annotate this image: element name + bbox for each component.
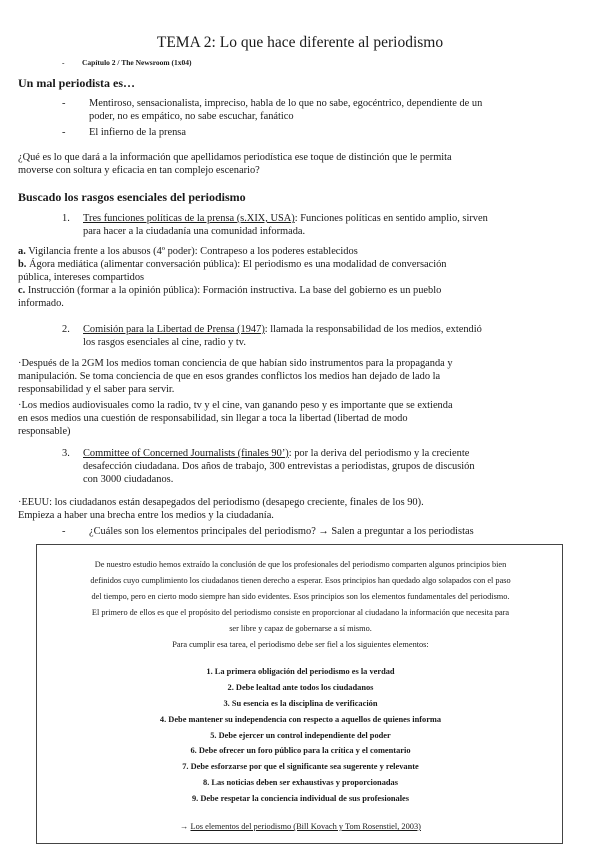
- function-a: a. Vigilancia frente a los abusos (4º poder): Contrapeso a los poderes establecidos: [18, 246, 358, 257]
- quote-paragraph: De nuestro estudio hemos extraído la conclusión de que los profesionales del periodismo comparten algunos principios bien definidos cuyo cumplimiento los ciudadanos tienen derecho a esperar. Esos principios han quedado algo solapados con el paso del tiempo, pero en cierto modo siempre han sido evidentes. Esos principios son los elementos fundamentales del periodismo. El primero de ellos es que el propósito del periodismo consiste en proporcionar al ciudadano la información que necesita para ser libre y capaz de gobernarse a sí mismo. Para cumplir esa tarea, el periodismo debe ser fiel a los siguientes elementos:: [90, 560, 511, 649]
- element-item: 1. La primera obligación del periodismo es la verdad: [206, 667, 395, 676]
- paragraph-audiovisual: ·Los medios audiovisuales como la radio, tv y el cine, van ganando peso y es importante que se extienda en esos medios una cuestión de responsabilidad, sin llegar a toca la libertad (libertad de modo responsable): [18, 400, 453, 437]
- arrow-icon: →: [180, 822, 189, 831]
- element-item: 6. Debe ofrecer un foro público para la crítica y el comentario: [190, 746, 411, 756]
- source-citation: [37, 822, 564, 831]
- underlined-term: Comisión para la Libertad de Prensa (1947): [83, 324, 265, 335]
- element-item: 5. Debe ejercer un control independiente del poder: [210, 730, 391, 740]
- function-b: b. Ágora mediática (alimentar conversación pública): El periodismo es una modalidad de conversación: [18, 259, 447, 270]
- section-heading-rasgos: Buscado los rasgos esenciales del periodismo: [18, 190, 246, 204]
- paragraph-postwar: ·Después de la 2GM los medios toman conciencia de que habían sido instrumentos para la propaganda y manipulación. Se toma conciencia de que en esos grandes conflictos los medios han dejado de lado la responsabilidad y el saber para servir.: [18, 358, 453, 395]
- page-title: TEMA 2: Lo que hace diferente al periodismo: [156, 34, 444, 51]
- function-c: c. Instrucción (formar a la opinión pública): Formación instructiva. La base del gobierno es un pueblo: [18, 285, 442, 296]
- element-item: 4. Debe mantener su independencia con respecto a aquellos de quienes informa: [159, 714, 442, 724]
- section-heading-mal-periodista: Un mal periodista es…: [18, 76, 135, 90]
- underlined-term: Tres funciones políticas de la prensa (s.XIX, USA): [83, 213, 295, 224]
- document-page: TEMA 2: Lo que hace diferente al periodismo - Capítulo 2 / The Newsroom (1x04) Un mal periodista es… - Mentiroso, sensacionalista, impreciso, habla de lo que no sabe, egocéntrico, dependiente de un poder, no es empático, no sabe escuchar, fanático - El infierno de la prensa ¿Qué es lo que dará a la información que apellidamos periodística ese toque de distinción que le permita moverse con soltura y eficacia en tan complejo escenario? Buscado los rasgos esenciales del periodismo 1. Tres funciones políticas de la prensa (s.XIX, USA): Funciones políticas en sentido amplio, sirven para hacer a la ciudadanía una comunidad informada. a. Vigilancia frente a los abusos (4º poder): Contrapeso a los poderes establecidos b. Ágora mediática (alimentar conversación pública): El periodismo es una modalidad de conversación pública, intereses compartidos c. Instrucción (formar a la opinión pública): Formación instructiva. La base del gobierno es un pueblo informado. 2. Comisión para la Libertad de Prensa (1947): llamada la responsabilidad de los medios, extendió los rasgos esenciales al cine, radio y tv. ·Después de la 2GM los medios toman conciencia de que habían sido instrumentos para la propaganda y manipulación. Se toma conciencia de que en esos grandes conflictos los medios han dejado de lado la responsabilidad y el saber para servir. ·Los medios audiovisuales como la radio, tv y el cine, van ganando peso y es importante que se extienda en esos medios una cuestión de responsabilidad, sin llegar a toca la libertad (libertad de modo responsable) 3. Committee of Concerned Journalists (finales 90’): por la deriva del periodismo y la creciente desafección ciudadana. Dos años de trabajo, 300 entrevistas a periodistas, grupos de discusión con 3000 ciudadanos. ·EEUU: los ciudadanos están desapegados del periodismo (desapego creciente, finales de los 90). Empieza a haber una brecha entre los medios y la ciudadanía. - ¿Cuáles son los elementos principales del periodismo? → Salen a preguntar a los periodistas De nuestro estudio hemos extraído la conclusión de que los profesionales del periodismo comparten algunos principios bien definidos cuyo cumplimiento los ciudadanos tienen derecho a esperar. Esos principios han quedado algo solapados con el paso del tiempo, pero en cierto modo siempre han sido evidentes. Esos principios son los elementos fundamentales del periodismo. El primero de ellos es que el propósito del periodismo consiste en proporcionar al ciudadano la información que necesita para ser libre y capaz de gobernarse a sí mismo. Para cumplir esa tarea, el periodismo debe ser fiel a los siguientes elementos: 1. La primera obligación del periodismo es la verdad 2. Debe lealtad ante todos los ciudadanos 3. Su esencia es la disciplina de verificación 4. Debe mantener su independencia con respecto a aquellos de quienes informa 5. Debe ejercer un control independiente del poder 6. Debe ofrecer un foro público para la crítica y el comentario 7. Debe esforzarse por que el significante sea sugerente y relevante 8. Las noticias deben ser exhaustivas y proporcionadas 9. Debe respetar la conciencia individual de sus profesionales → Los elementos del periodismo (Bill Kovach y Tom Rosenstiel, 2003): [0, 0, 600, 848]
- element-item: 3. Su esencia es la disciplina de verificación: [223, 698, 378, 708]
- element-item: 7. Debe esforzarse por que el significante sea sugerente y relevante: [182, 762, 419, 772]
- source-link[interactable]: Los elementos del periodismo (Bill Kovach y Tom Rosenstiel, 2003): [190, 822, 421, 831]
- element-item: 8. Las noticias deben ser exhaustivas y proporcionadas: [203, 778, 398, 788]
- functions-list: a. Vigilancia frente a los abusos (4º poder): Contrapeso a los poderes establecidos b. Ágora mediática (alimentar conversación pública): El periodismo es una modalidad de conversación pública, intereses compartidos c. Instrucción (formar a la opinión pública): Formación instructiva. La base del gobierno es un pueblo informado.: [18, 246, 447, 309]
- chapter-reference-text: Capítulo 2 / The Newsroom (1x04): [82, 58, 192, 67]
- quote-box: [36, 544, 563, 844]
- paragraph-eeuu: ·EEUU: los ciudadanos están desapegados del periodismo (desapego creciente, finales de los 90). Empieza a haber una brecha entre los medios y la ciudadanía.: [18, 497, 424, 521]
- bullet-dash: -: [62, 58, 65, 67]
- underlined-term: Committee of Concerned Journalists (finales 90’): [83, 448, 289, 459]
- question-paragraph: ¿Qué es lo que dará a la información que apellidamos periodística ese toque de distinción que le permita moverse con soltura y eficacia en tan complejo escenario?: [18, 152, 452, 176]
- element-item: 2. Debe lealtad ante todos los ciudadanos: [227, 682, 374, 692]
- element-item: 9. Debe respetar la conciencia individual de sus profesionales: [191, 794, 410, 804]
- elements-list: [37, 664, 564, 807]
